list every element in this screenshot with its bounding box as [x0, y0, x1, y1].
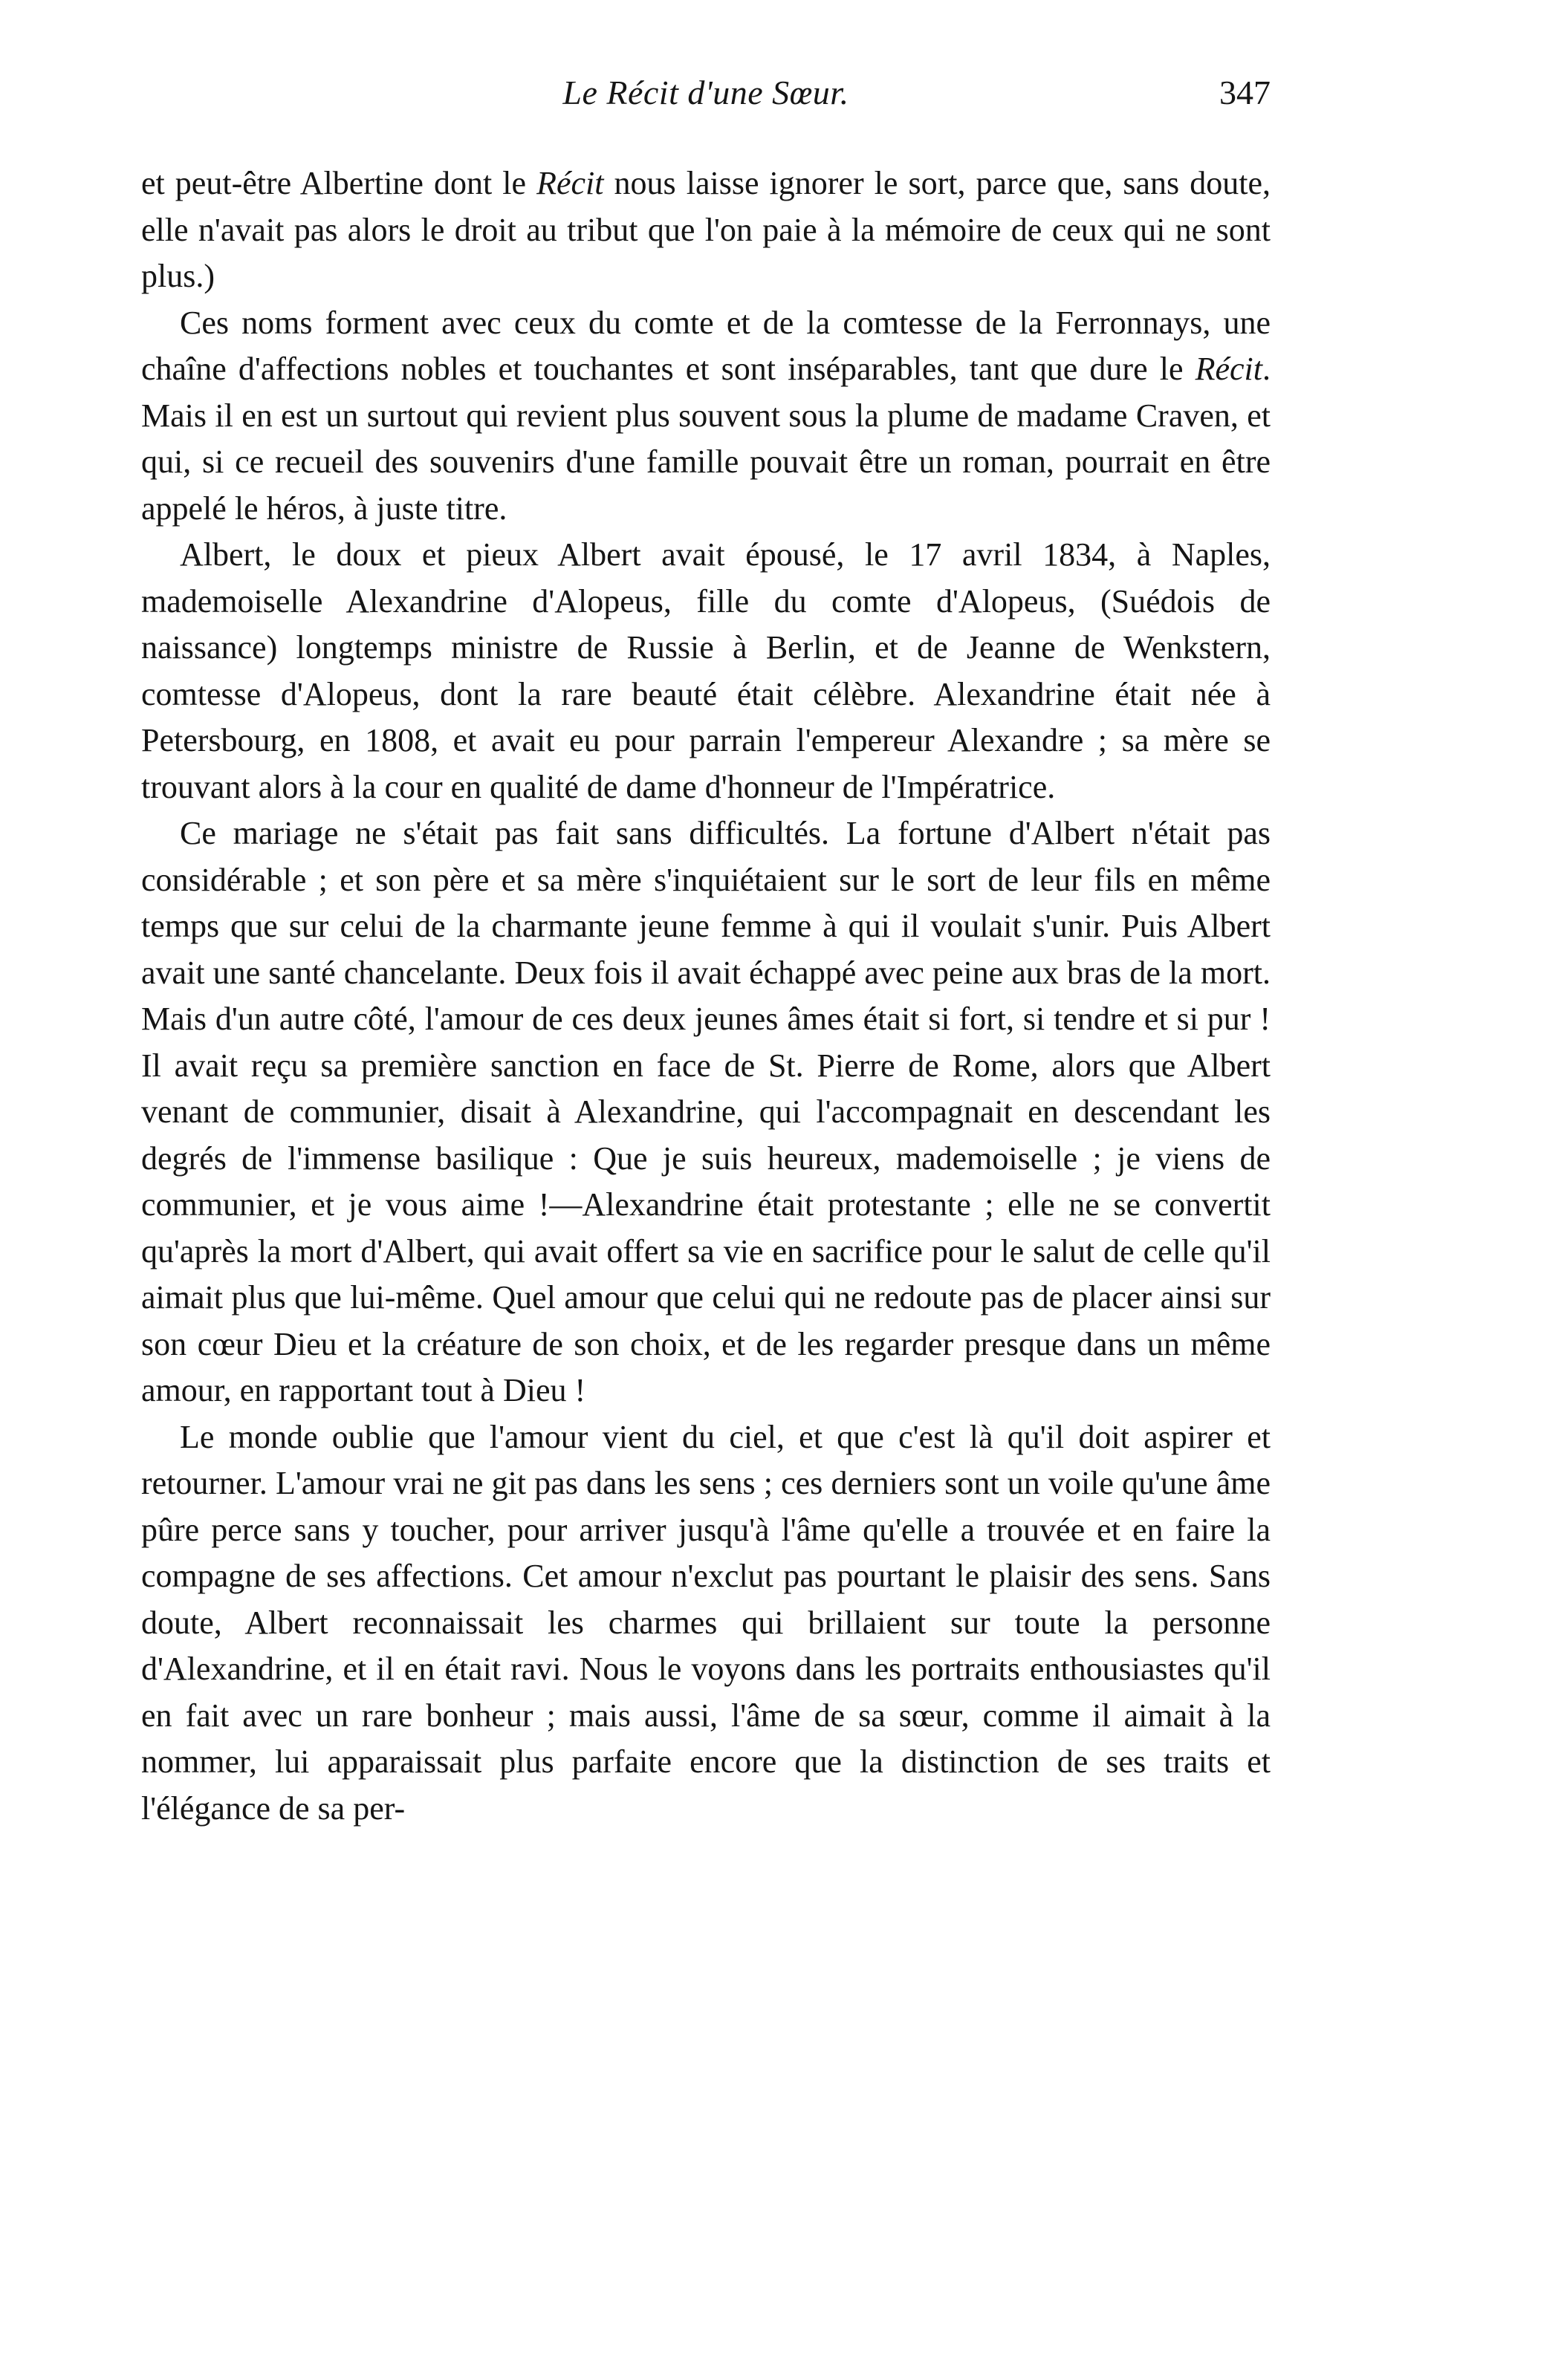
book-page — [141, 67, 1271, 2310]
paragraph-3: Albert, le doux et pieux Albert avait épousé, le 17 avril 1834, à Naples, mademoiselle Alexandrine d'Alopeus, fille du comte d'Alopeus, (Suédois de naissance) longtemps ministre de Russie à Berlin, et de Jeanne de Wenkstern, comtesse d'Alopeus, dont la rare beauté était célèbre. Alexandrine était née à Petersbourg, en 1808, et avait eu pour parrain l'empereur Alexandre ; sa mère se trouvant alors à la cour en qualité de dame d'honneur de l'Impératrice. — [141, 536, 1271, 805]
paragraph-5: Le monde oublie que l'amour vient du ciel, et que c'est là qu'il doit aspirer et retourner. L'amour vrai ne git pas dans les sens ; ces derniers sont un voile qu'une âme pûre perce sans y toucher, pour arriver jusqu'à l'âme qu'elle a trouvée et en faire la compagne de ses affections. Cet amour n'exclut pas pourtant le plaisir des sens. Sans doute, Albert reconnaissait les charmes qui brillaient sur toute la personne d'Alexandrine, et il en était ravi. Nous le voyons dans les portraits enthousiastes qu'il en fait avec un rare bonheur ; mais aussi, l'âme de sa sœur, comme il aimait à la nommer, lui apparaissait plus parfaite encore que la distinction de ses traits et l'élégance de sa per- — [141, 1418, 1271, 1827]
paragraph-4: Ce mariage ne s'était pas fait sans difficultés. La fortune d'Albert n'était pas considérable ; et son père et sa mère s'inquiétaient sur le sort de leur fils en même temps que sur celui de la charmante jeune femme à qui il voulait s'unir. Puis Albert avait une santé chancelante. Deux fois il avait échappé avec peine aux bras de la mort. Mais d'un autre côté, l'amour de ces deux jeunes âmes était si fort, si tendre et si pur ! Il avait reçu sa première sanction en face de St. Pierre de Rome, alors que Albert venant de communier, disait à Alexandrine, qui l'accompagnait en descendant les degrés de l'immense basilique : Que je suis heureux, mademoiselle ; je viens de communier, et je vous aime !—Alexandrine était protestante ; elle ne se convertit qu'après la mort d'Albert, qui avait offert sa vie en sacrifice pour le salut de celle qu'il aimait plus que lui-même. Quel amour que celui qui ne redoute pas de placer ainsi sur son cœur Dieu et la créature de son choix, et de les regarder presque dans un même amour, en rapportant tout à Dieu ! — [141, 815, 1271, 1408]
paragraph-2 — [141, 300, 1271, 533]
page-number: 347 — [1219, 74, 1271, 111]
italic-title-recit: Récit — [1195, 351, 1262, 387]
paragraph-2-text-b: . Mais il en est un surtout qui revient plus souvent sous la plume de madame Craven, et qui, si ce recueil des souvenirs d'une famille pouvait être un roman, pourrait en être appelé le héros, à juste titre. — [141, 351, 1271, 527]
paragraph-1-text-a: et peut-être Albertine dont le — [141, 165, 537, 201]
italic-title-recit: Récit — [536, 165, 604, 201]
running-header — [141, 67, 1271, 119]
running-title: Le Récit d'une Sœur. — [562, 74, 849, 111]
body-text — [141, 160, 1271, 1832]
paragraph-1-text-b: nous laisse ignorer le sort, parce que, sans doute, elle n'avait pas alors le droit au tribut que l'on paie à la mémoire de ceux qui ne sont plus.) — [141, 165, 1271, 294]
paragraph-2-text-a: Ces noms forment avec ceux du comte et de la comtesse de la Ferronnays, une chaîne d'affections nobles et touchantes et sont inséparables, tant que dure le — [141, 304, 1271, 387]
paragraph-1 — [141, 160, 1271, 300]
